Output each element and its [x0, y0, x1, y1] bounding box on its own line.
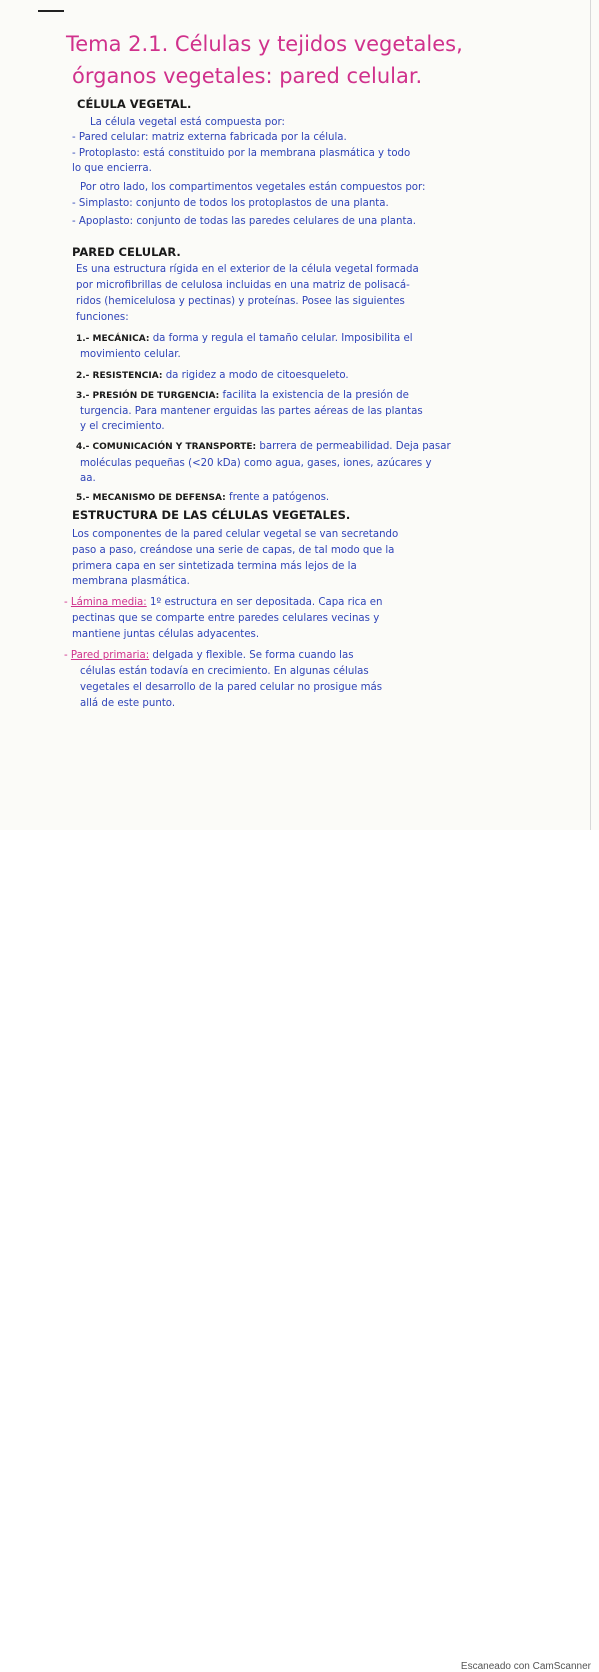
page-edge	[590, 0, 591, 830]
lamina-media-label: Lámina media:	[70, 597, 147, 608]
function-key: 1.- MECÁNICA:	[76, 334, 150, 344]
pared-primaria-text: delgada y flexible. Se forma cuando las	[149, 650, 354, 661]
lamina-media-item	[64, 597, 383, 608]
text-line: pectinas que se comparte entre paredes celulares vecinas y	[72, 613, 380, 624]
text-line: - Apoplasto: conjunto de todas las paredes celulares de una planta.	[72, 216, 416, 227]
text-line: por microfibrillas de celulosa incluidas en una matriz de polisacá-	[76, 280, 410, 291]
function-text: frente a patógenos.	[229, 492, 330, 503]
notebook-page	[0, 0, 599, 830]
text-line: Por otro lado, los compartimentos vegetales están compuestos por:	[80, 182, 426, 193]
function-key: 2.- RESISTENCIA:	[76, 371, 163, 381]
text-line: primera capa en ser sintetizada termina más lejos de la	[72, 561, 357, 572]
bullet-dash: -	[64, 597, 71, 608]
page-title-line-2: órganos vegetales: pared celular.	[72, 64, 423, 88]
text-line: La célula vegetal está compuesta por:	[90, 117, 285, 128]
function-2	[76, 370, 349, 381]
text-line: ridos (hemicelulosa y pectinas) y proteínas. Posee las siguientes	[76, 296, 405, 307]
text-line: paso a paso, creándose una serie de capas, de tal modo que la	[72, 545, 395, 556]
function-key: 5.- MECANISMO DE DEFENSA:	[76, 493, 226, 503]
function-key: 3.- PRESIÓN DE TURGENCIA:	[76, 391, 220, 401]
function-text: da forma y regula el tamaño celular. Imposibilita el	[152, 333, 413, 344]
text-line: turgencia. Para mantener erguidas las partes aéreas de las plantas	[80, 406, 423, 417]
function-key: 4.- COMUNICACIÓN Y TRANSPORTE:	[76, 442, 257, 452]
text-line: allá de este punto.	[80, 698, 176, 709]
bullet-dash: -	[64, 650, 71, 661]
text-line: - Simplasto: conjunto de todos los protoplastos de una planta.	[72, 198, 389, 209]
text-line: membrana plasmática.	[72, 576, 190, 587]
text-line: y el crecimiento.	[80, 421, 165, 432]
camscanner-watermark: Escaneado con CamScanner	[460, 1661, 591, 1672]
text-line: Los componentes de la pared celular vegetal se van secretando	[72, 529, 399, 540]
lamina-media-text: 1º estructura en ser depositada. Capa rica en	[146, 597, 383, 608]
text-line: mantiene juntas células adyacentes.	[72, 629, 260, 640]
text-line: - Protoplasto: está constituido por la membrana plasmática y todo	[72, 148, 411, 159]
pared-primaria-label: Pared primaria:	[70, 650, 150, 661]
section-heading-celula-vegetal: CÉLULA VEGETAL.	[77, 97, 192, 111]
text-line: movimiento celular.	[80, 349, 181, 360]
text-line: vegetales el desarrollo de la pared celular no prosigue más	[80, 682, 383, 693]
text-line: células están todavía en crecimiento. En algunas células	[80, 666, 369, 677]
text-line: aa.	[80, 473, 96, 484]
function-text: barrera de permeabilidad. Deja pasar	[259, 441, 451, 452]
function-3	[76, 390, 409, 401]
function-text: da rigidez a modo de citoesqueleto.	[165, 370, 349, 381]
function-5	[76, 492, 329, 503]
text-line: lo que encierra.	[72, 163, 152, 174]
text-line: moléculas pequeñas (<20 kDa) como agua, gases, iones, azúcares y	[80, 458, 432, 469]
section-heading-estructura: ESTRUCTURA DE LAS CÉLULAS VEGETALES.	[72, 508, 351, 522]
scan-footer	[0, 830, 599, 1672]
pared-primaria-item	[64, 650, 354, 661]
text-line: - Pared celular: matriz externa fabricada por la célula.	[72, 132, 347, 143]
function-text: facilita la existencia de la presión de	[222, 390, 409, 401]
text-line: funciones:	[76, 312, 129, 323]
section-heading-pared-celular: PARED CELULAR.	[72, 245, 181, 259]
text-line: Es una estructura rígida en el exterior de la célula vegetal formada	[76, 264, 419, 275]
page-title-line-1: Tema 2.1. Células y tejidos vegetales,	[66, 32, 463, 56]
function-1	[76, 333, 413, 344]
top-pen-mark	[38, 10, 64, 12]
function-4	[76, 441, 451, 452]
